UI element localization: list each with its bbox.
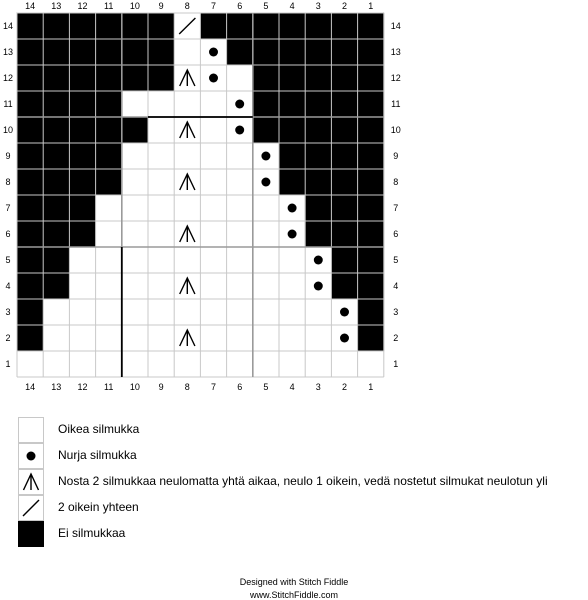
no-stitch-cell	[331, 273, 358, 300]
column-number-top: 6	[237, 1, 243, 11]
purl-dot	[261, 152, 270, 161]
no-stitch-cell	[305, 117, 332, 144]
column-number-bottom: 5	[263, 382, 269, 392]
no-stitch-cell	[69, 195, 96, 222]
no-stitch-cell	[357, 195, 384, 222]
no-stitch-cell	[253, 91, 280, 118]
column-number-bottom: 2	[341, 382, 348, 392]
no-stitch-cell	[17, 169, 44, 196]
no-stitch-cell	[69, 13, 96, 40]
footer-credit: Designed with Stitch Fiddle	[239, 577, 349, 587]
no-stitch-cell	[95, 39, 122, 66]
row-number-left: 11	[3, 99, 13, 109]
column-number-bottom: 4	[289, 382, 295, 392]
no-stitch-cell	[331, 221, 358, 248]
knit-stitch-icon	[18, 417, 44, 443]
no-stitch-cell	[331, 91, 358, 118]
no-stitch-cell	[357, 325, 384, 352]
no-stitch-cell	[253, 39, 280, 66]
no-stitch-cell	[95, 117, 122, 144]
no-stitch-cell	[69, 39, 96, 66]
legend-label: 2 oikein yhteen	[58, 500, 139, 514]
no-stitch-cell	[357, 13, 384, 40]
row-number-right: 1	[393, 359, 399, 369]
no-stitch-cell	[43, 91, 70, 118]
no-stitch-cell	[122, 39, 149, 66]
no-stitch-cell	[357, 299, 384, 326]
no-stitch-cell	[279, 117, 306, 144]
no-stitch-cell	[279, 169, 306, 196]
column-number-top: 4	[289, 1, 295, 11]
row-number-right: 13	[390, 47, 401, 57]
no-stitch-cell	[17, 299, 44, 326]
row-number-left: 14	[2, 21, 14, 31]
no-stitch-cell	[305, 39, 332, 66]
no-stitch-cell	[331, 65, 358, 92]
column-number-top: 12	[77, 1, 88, 11]
row-number-right: 12	[390, 73, 401, 83]
row-number-left: 9	[5, 151, 11, 161]
no-stitch-cell	[357, 65, 384, 92]
no-stitch-cell	[226, 13, 253, 40]
column-number-top: 13	[51, 1, 62, 11]
no-stitch-cell	[279, 143, 306, 170]
column-number-bottom: 12	[77, 382, 88, 392]
no-stitch-cell	[253, 65, 280, 92]
legend-label: Ei silmukkaa	[58, 526, 126, 540]
no-stitch-cell	[17, 221, 44, 248]
no-stitch-cell	[357, 247, 384, 274]
row-number-left: 8	[5, 177, 11, 187]
legend-label: Oikea silmukka	[58, 422, 140, 436]
no-stitch-cell	[17, 117, 44, 144]
row-number-right: 5	[393, 255, 399, 265]
no-stitch-cell	[305, 195, 332, 222]
row-number-right: 11	[391, 99, 401, 109]
legend-item-no-stitch	[18, 521, 588, 547]
no-stitch-cell	[279, 39, 306, 66]
knit-two-together-icon	[18, 495, 44, 521]
row-number-left: 5	[5, 255, 11, 265]
purl-dot	[235, 100, 244, 109]
column-number-bottom: 8	[184, 382, 190, 392]
purl-dot	[288, 230, 297, 239]
no-stitch-cell	[17, 91, 44, 118]
column-number-top: 1	[368, 1, 374, 11]
no-stitch-cell	[17, 247, 44, 274]
legend-item-purl	[18, 443, 588, 469]
column-number-top: 9	[158, 1, 164, 11]
no-stitch-cell	[331, 39, 358, 66]
column-number-bottom: 14	[25, 382, 36, 392]
no-stitch-cell	[357, 169, 384, 196]
row-number-right: 7	[393, 203, 399, 213]
column-number-top: 3	[315, 1, 321, 11]
double-decrease-icon	[18, 469, 44, 495]
no-stitch-cell	[17, 65, 44, 92]
column-number-bottom: 1	[368, 382, 374, 392]
no-stitch-cell	[17, 143, 44, 170]
purl-dot	[261, 178, 270, 187]
purl-dot	[340, 308, 349, 317]
no-stitch-cell	[305, 13, 332, 40]
no-stitch-cell	[69, 169, 96, 196]
purl-dot	[209, 48, 218, 57]
no-stitch-cell	[17, 195, 44, 222]
no-stitch-cell	[69, 221, 96, 248]
row-number-right: 9	[393, 151, 399, 161]
legend-label: Nosta 2 silmukkaa neulomatta yhtä aikaa, neulo 1 oikein, vedä nostetut silmukat neulotun yli	[58, 474, 548, 488]
purl-dot	[314, 256, 323, 265]
no-stitch-cell	[43, 221, 70, 248]
no-stitch-cell	[69, 117, 96, 144]
no-stitch-cell	[305, 221, 332, 248]
legend-item-k2tog	[18, 495, 588, 521]
row-number-right: 2	[393, 333, 399, 343]
no-stitch-cell	[43, 13, 70, 40]
column-number-bottom: 9	[158, 382, 164, 392]
no-stitch-cell	[43, 169, 70, 196]
column-number-bottom: 6	[237, 382, 243, 392]
no-stitch-cell	[43, 273, 70, 300]
no-stitch-cell	[331, 169, 358, 196]
no-stitch-cell	[357, 143, 384, 170]
no-stitch-cell	[122, 65, 149, 92]
no-stitch-cell	[69, 91, 96, 118]
no-stitch-cell	[43, 65, 70, 92]
no-stitch-cell	[305, 91, 332, 118]
row-number-right: 6	[393, 229, 399, 239]
no-stitch-cell	[305, 65, 332, 92]
no-stitch-cell	[279, 65, 306, 92]
no-stitch-cell	[331, 195, 358, 222]
column-number-bottom: 7	[210, 382, 217, 392]
no-stitch-cell	[253, 117, 280, 144]
purl-dot	[340, 334, 349, 343]
no-stitch-cell	[43, 39, 70, 66]
no-stitch-cell	[95, 65, 122, 92]
row-number-left: 3	[5, 307, 11, 317]
column-number-top: 14	[25, 1, 36, 11]
row-number-left: 2	[5, 333, 11, 343]
column-number-top: 11	[104, 1, 114, 11]
column-number-bottom: 3	[315, 382, 321, 392]
row-number-left: 12	[2, 73, 14, 83]
no-stitch-icon	[18, 521, 44, 547]
no-stitch-cell	[122, 13, 149, 40]
no-stitch-cell	[17, 273, 44, 300]
row-number-right: 4	[393, 281, 399, 291]
column-number-bottom: 11	[104, 382, 114, 392]
no-stitch-cell	[122, 117, 149, 144]
no-stitch-cell	[305, 169, 332, 196]
column-number-bottom: 10	[129, 382, 140, 392]
no-stitch-cell	[17, 39, 44, 66]
no-stitch-cell	[331, 13, 358, 40]
purl-dot	[209, 74, 218, 83]
no-stitch-cell	[17, 13, 44, 40]
column-number-top: 8	[184, 1, 190, 11]
legend-item-knit	[18, 417, 588, 443]
no-stitch-cell	[69, 65, 96, 92]
no-stitch-cell	[43, 117, 70, 144]
row-number-left: 4	[5, 281, 11, 291]
legend-label: Nurja silmukka	[58, 448, 137, 462]
row-number-left: 13	[2, 47, 14, 57]
no-stitch-cell	[331, 117, 358, 144]
no-stitch-cell	[43, 143, 70, 170]
no-stitch-cell	[148, 39, 175, 66]
column-number-top: 7	[210, 1, 217, 11]
no-stitch-cell	[200, 13, 227, 40]
no-stitch-cell	[357, 117, 384, 144]
row-number-left: 7	[5, 203, 11, 213]
no-stitch-cell	[357, 273, 384, 300]
no-stitch-cell	[148, 13, 175, 40]
row-number-left: 1	[5, 359, 11, 369]
no-stitch-cell	[148, 65, 175, 92]
purl-dot	[288, 204, 297, 213]
no-stitch-cell	[305, 143, 332, 170]
footer-url: www.StitchFiddle.com	[249, 590, 339, 600]
no-stitch-cell	[69, 143, 96, 170]
no-stitch-cell	[357, 91, 384, 118]
no-stitch-cell	[357, 39, 384, 66]
no-stitch-cell	[43, 247, 70, 274]
no-stitch-cell	[331, 247, 358, 274]
no-stitch-cell	[43, 195, 70, 222]
row-number-right: 3	[393, 307, 399, 317]
no-stitch-cell	[357, 221, 384, 248]
row-number-right: 14	[390, 21, 401, 31]
legend-item-decrease	[18, 469, 588, 495]
purl-dot-icon	[18, 443, 44, 469]
no-stitch-cell	[95, 169, 122, 196]
no-stitch-cell	[226, 39, 253, 66]
no-stitch-cell	[279, 13, 306, 40]
no-stitch-cell	[95, 91, 122, 118]
row-number-left: 6	[5, 229, 11, 239]
column-number-top: 10	[129, 1, 140, 11]
purl-dot	[235, 126, 244, 135]
row-number-left: 10	[2, 125, 14, 135]
no-stitch-cell	[253, 13, 280, 40]
no-stitch-cell	[279, 91, 306, 118]
column-number-top: 5	[263, 1, 269, 11]
row-number-right: 10	[390, 125, 401, 135]
column-number-bottom: 13	[51, 382, 62, 392]
no-stitch-cell	[17, 325, 44, 352]
row-number-right: 8	[393, 177, 399, 187]
no-stitch-cell	[95, 143, 122, 170]
no-stitch-cell	[95, 13, 122, 40]
column-number-top: 2	[341, 1, 348, 11]
purl-dot	[314, 282, 323, 291]
no-stitch-cell	[331, 143, 358, 170]
